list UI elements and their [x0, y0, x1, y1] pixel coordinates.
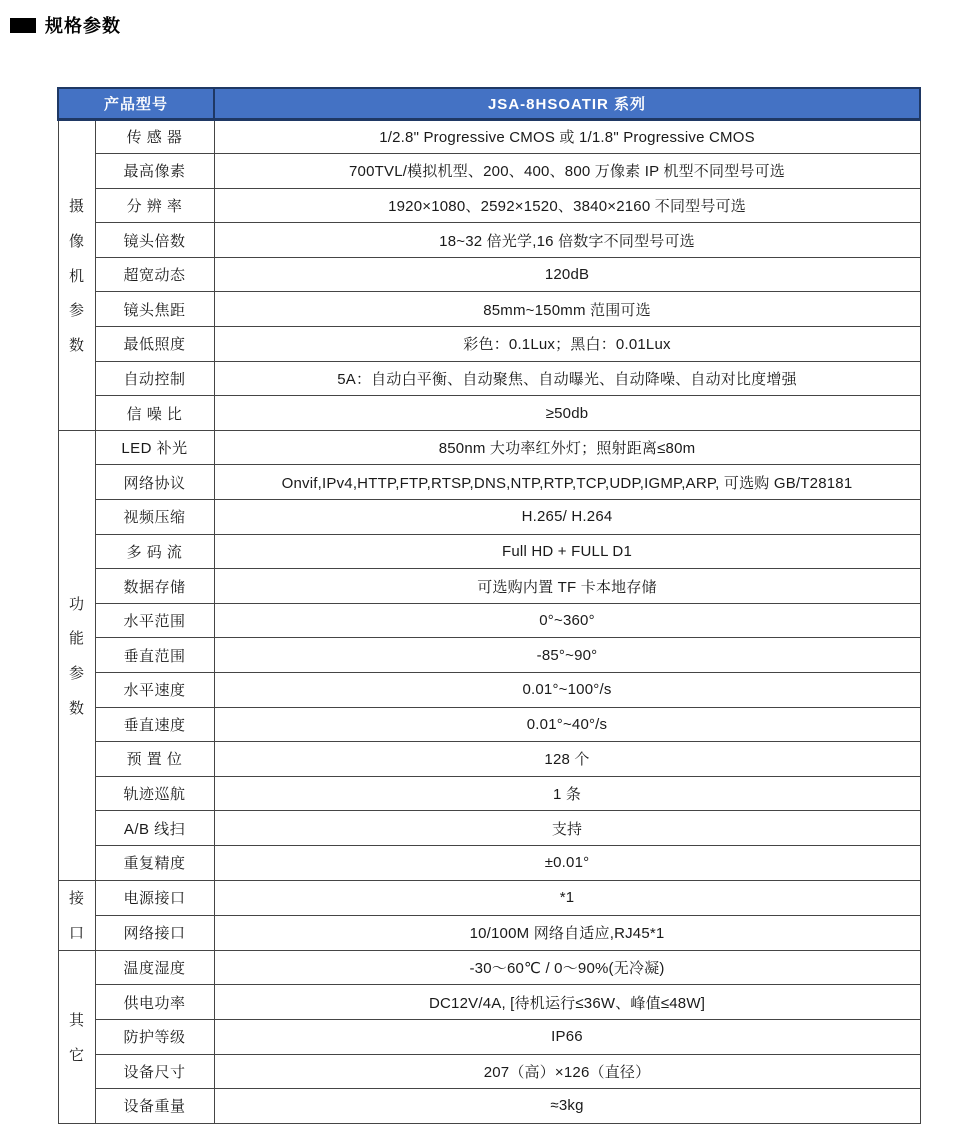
group-label: 功 能 参 数 — [58, 430, 95, 880]
param-name-cell: 设备重量 — [95, 1089, 214, 1124]
group-label: 摄 像 机 参 数 — [58, 119, 95, 430]
param-name-cell: 镜头焦距 — [95, 292, 214, 327]
param-name-cell: 垂直速度 — [95, 707, 214, 742]
table-row — [58, 845, 920, 880]
param-value-cell: 850nm 大功率红外灯；照射距离≤80m — [214, 430, 920, 465]
param-value-cell: Full HD + FULL D1 — [214, 534, 920, 569]
param-name-cell: A/B 线扫 — [95, 811, 214, 846]
param-value-cell: IP66 — [214, 1019, 920, 1054]
table-row — [58, 154, 920, 189]
param-value-cell: -30～60℃ / 0～90%(无冷凝) — [214, 950, 920, 985]
table-row — [58, 430, 920, 465]
param-name-cell: 最高像素 — [95, 154, 214, 189]
param-value-cell: 支持 — [214, 811, 920, 846]
table-header — [58, 88, 920, 119]
param-name-cell: 视频压缩 — [95, 500, 214, 535]
table-row — [58, 880, 920, 915]
param-name-cell: 温度湿度 — [95, 950, 214, 985]
group-label: 其 它 — [58, 950, 95, 1123]
table-row — [58, 638, 920, 673]
param-name-cell: 电源接口 — [95, 880, 214, 915]
param-name-cell: 网络接口 — [95, 915, 214, 950]
param-name-cell: 水平速度 — [95, 673, 214, 708]
table-row — [58, 188, 920, 223]
table-row — [58, 534, 920, 569]
param-name-cell: LED 补光 — [95, 430, 214, 465]
param-name-cell: 分 辨 率 — [95, 188, 214, 223]
param-value-cell: H.265/ H.264 — [214, 500, 920, 535]
page-title-row — [10, 12, 121, 38]
table-row — [58, 327, 920, 362]
param-name-cell: 传 感 器 — [95, 119, 214, 154]
table-row — [58, 950, 920, 985]
table-row — [58, 361, 920, 396]
table-row — [58, 1019, 920, 1054]
param-value-cell: ≈3kg — [214, 1089, 920, 1124]
param-value-cell: 可选购内置 TF 卡本地存储 — [214, 569, 920, 604]
page-title: 规格参数 — [45, 16, 121, 36]
param-name-cell: 网络协议 — [95, 465, 214, 500]
param-value-cell: 1/2.8" Progressive CMOS 或 1/1.8" Progressive CMOS — [214, 119, 920, 154]
section-marker-icon — [10, 18, 36, 33]
param-value-cell: ≥50db — [214, 396, 920, 431]
param-value-cell: *1 — [214, 880, 920, 915]
param-name-cell: 垂直范围 — [95, 638, 214, 673]
table-row — [58, 742, 920, 777]
table-row — [58, 292, 920, 327]
group-label: 接 口 — [58, 880, 95, 950]
param-value-cell: Onvif,IPv4,HTTP,FTP,RTSP,DNS,NTP,RTP,TCP,UDP,IGMP,ARP, 可选购 GB/T28181 — [214, 465, 920, 500]
param-value-cell: 0.01°~100°/s — [214, 673, 920, 708]
param-name-cell: 数据存储 — [95, 569, 214, 604]
table-body — [58, 119, 920, 1123]
param-value-cell: -85°~90° — [214, 638, 920, 673]
table-row — [58, 707, 920, 742]
table-row — [58, 776, 920, 811]
param-value-cell: 1920×1080、2592×1520、3840×2160 不同型号可选 — [214, 188, 920, 223]
param-value-cell: 5A：自动白平衡、自动聚焦、自动曝光、自动降噪、自动对比度增强 — [214, 361, 920, 396]
param-name-cell: 镜头倍数 — [95, 223, 214, 258]
param-value-cell: ±0.01° — [214, 845, 920, 880]
param-value-cell: 207（高）×126（直径） — [214, 1054, 920, 1089]
table-row — [58, 985, 920, 1020]
table-row — [58, 500, 920, 535]
param-name-cell: 自动控制 — [95, 361, 214, 396]
param-value-cell: 0°~360° — [214, 603, 920, 638]
table-row — [58, 465, 920, 500]
param-value-cell: 18~32 倍光学,16 倍数字不同型号可选 — [214, 223, 920, 258]
table-row — [58, 603, 920, 638]
header-row — [58, 88, 920, 119]
param-value-cell: DC12V/4A, [待机运行≤36W、峰值≤48W] — [214, 985, 920, 1020]
header-model-value: JSA-8HSOATIR 系列 — [214, 88, 920, 119]
spec-table — [57, 87, 921, 1124]
header-model-label: 产品型号 — [58, 88, 214, 119]
param-value-cell: 128 个 — [214, 742, 920, 777]
param-value-cell: 1 条 — [214, 776, 920, 811]
param-value-cell: 700TVL/模拟机型、200、400、800 万像素 IP 机型不同型号可选 — [214, 154, 920, 189]
table-row — [58, 1089, 920, 1124]
param-value-cell: 10/100M 网络自适应,RJ45*1 — [214, 915, 920, 950]
table-row — [58, 396, 920, 431]
table-row — [58, 915, 920, 950]
param-name-cell: 供电功率 — [95, 985, 214, 1020]
param-value-cell: 0.01°~40°/s — [214, 707, 920, 742]
param-name-cell: 水平范围 — [95, 603, 214, 638]
param-name-cell: 多 码 流 — [95, 534, 214, 569]
table-row — [58, 569, 920, 604]
table-row — [58, 223, 920, 258]
table-row — [58, 673, 920, 708]
table-row — [58, 119, 920, 154]
param-name-cell: 预 置 位 — [95, 742, 214, 777]
table-row — [58, 1054, 920, 1089]
param-name-cell: 重复精度 — [95, 845, 214, 880]
param-value-cell: 85mm~150mm 范围可选 — [214, 292, 920, 327]
param-name-cell: 设备尺寸 — [95, 1054, 214, 1089]
param-name-cell: 超宽动态 — [95, 257, 214, 292]
param-name-cell: 信 噪 比 — [95, 396, 214, 431]
param-name-cell: 最低照度 — [95, 327, 214, 362]
param-value-cell: 彩色：0.1Lux；黑白：0.01Lux — [214, 327, 920, 362]
param-name-cell: 防护等级 — [95, 1019, 214, 1054]
table-row — [58, 257, 920, 292]
param-name-cell: 轨迹巡航 — [95, 776, 214, 811]
param-value-cell: 120dB — [214, 257, 920, 292]
table-row — [58, 811, 920, 846]
